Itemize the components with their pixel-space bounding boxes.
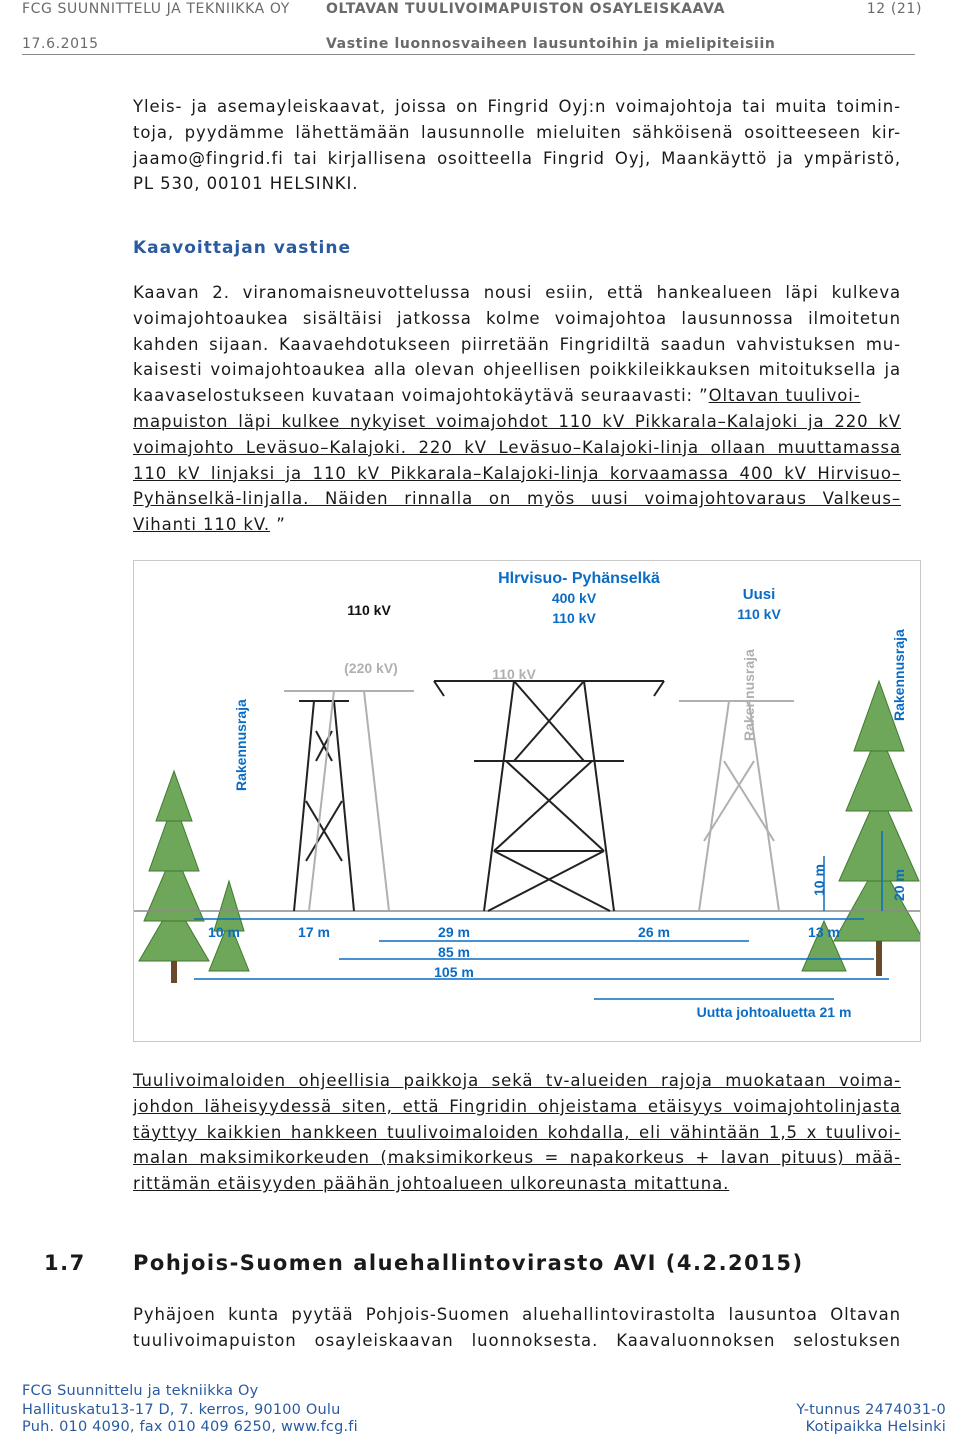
figure-d26: 26 m: [638, 924, 670, 940]
vastine-paragraph: [133, 280, 901, 538]
pyhajoki-line: tuulivoimapuiston osayleiskaavan luonnoksesta. Kaavaluonnoksen selostuksen: [133, 1330, 901, 1350]
section-title: Pohjois-Suomen aluehallintovirasto AVI (4.2.2015): [133, 1251, 804, 1275]
intro-paragraph: [133, 94, 901, 197]
figure-d13: 13 m: [808, 924, 840, 940]
footer-org: FCG Suunnittelu ja tekniikka Oy: [22, 1383, 259, 1399]
figure-rak-mid: Rakennusraja: [741, 649, 757, 741]
vastine-quote-line: 110 kV linjaksi ja 110 kV Pikkarala–Kalajoki-linja korvaamassa 400 kV Hirvisuo–: [133, 463, 901, 483]
header-subtitle: Vastine luonnosvaiheen lausuntoihin ja mielipiteisiin: [326, 36, 776, 52]
tuuli-line: johdon läheisyydessä siten, että Fingridin ohjeistama etäisyys voimajohtolinjasta: [133, 1096, 901, 1116]
figure-left-kv: 110 kV: [347, 602, 391, 618]
pyhajoki-paragraph: [133, 1302, 901, 1354]
vastine-line: kahden sijaan. Kaavaehdotukseen piirretään Fingridiltä saadun vahvistuksen mu-: [133, 334, 901, 354]
intro-line: toja, pyydämme lähettämään lausunnolle mieluiten sähköisenä osoitteeseen kir-: [133, 122, 901, 142]
figure-h10: 10 m: [811, 864, 827, 896]
intro-line: jaamo@fingrid.fi tai kirjallisena osoitteella Fingrid Oyj, Maankäyttö ja ympäristö,: [133, 148, 901, 168]
figure-title: Hlrvisuo- Pyhänselkä: [498, 570, 660, 587]
figure-center-kv2: 110 kV: [552, 610, 596, 626]
figure-d105: 105 m: [434, 964, 474, 980]
section-number: 1.7: [44, 1251, 86, 1275]
kaavoittaja-heading: Kaavoittajan vastine: [133, 238, 352, 258]
header-date: 17.6.2015: [22, 36, 99, 52]
vastine-quote: Vihanti 110 kV.: [133, 515, 271, 535]
footer-address: Hallituskatu13-17 D, 7. kerros, 90100 Oulu: [22, 1402, 341, 1418]
tree-left: [139, 771, 249, 983]
vastine-text: ”: [276, 515, 286, 535]
vastine-quote-line: Pyhänselkä-linjalla. Näiden rinnalla on myös uusi voimajohtovaraus Valkeus–: [133, 489, 901, 509]
figure-right-kv: 110 kV: [737, 606, 781, 622]
vastine-line: [133, 383, 901, 409]
figure-right-title: Uusi: [742, 586, 776, 603]
left-tower: [294, 701, 354, 911]
footer-phone: Puh. 010 4090, fax 010 409 6250, www.fcg.fi: [22, 1419, 358, 1435]
figure-h20: 20 m: [891, 869, 907, 901]
figure-rak-right: Rakennusraja: [891, 629, 907, 721]
vastine-quote-line: mapuiston läpi kulkee nykyiset voimajohdot 110 kV Pikkarala–Kalajoki ja 220 kV: [133, 411, 901, 431]
figure-d10: 10 m: [208, 924, 240, 940]
header-org: FCG SUUNNITTELU JA TEKNIIKKA OY: [22, 1, 290, 17]
figure-uutta: Uutta johtoaluetta 21 m: [696, 1004, 852, 1020]
figure-d17: 17 m: [298, 924, 330, 940]
vastine-line: voimajohtoaukea sisältäisi jatkossa kolme voimajohtoa lausunnossa ilmoitetun: [133, 308, 901, 328]
figure-rak-left: Rakennusraja: [233, 699, 249, 791]
intro-line: PL 530, 00101 HELSINKI.: [133, 174, 359, 194]
tuuli-line: Tuulivoimaloiden ohjeellisia paikkoja sekä tv-alueiden rajoja muokataan voima-: [133, 1071, 901, 1090]
intro-line: Yleis- ja asemayleiskaavat, joissa on Fingrid Oyj:n voimajohtoja tai muita toimin-: [133, 97, 901, 116]
vastine-line: kaisesti voimajohtoaukea alla olevan ohjeellisen poikkileikkauksen mitoituksella ja: [133, 360, 901, 380]
header-divider: [22, 54, 915, 55]
tuuli-line: rittämän etäisyyden päähän johtoalueen ulkoreunasta mitattuna.: [133, 1174, 730, 1194]
vastine-line: Kaavan 2. viranomaisneuvottelussa nousi esiin, että hankealueen läpi kulkeva: [133, 283, 901, 302]
tuuli-line: täyttyy kaikkien hankkeen tuulivoimaloiden kohdalla, eli vähintään 1,5 x tuulivoi-: [133, 1122, 901, 1142]
footer-ytunnus: Y-tunnus 2474031-0: [796, 1402, 946, 1418]
vastine-text: kaavaselostukseen kuvataan voimajohtokäytävä seuraavasti: ”: [133, 386, 709, 406]
header-title: OLTAVAN TUULIVOIMAPUISTON OSAYLEISKAAVA: [326, 1, 726, 17]
right-tower: [679, 701, 794, 911]
figure-left-old-kv: (220 kV): [344, 660, 398, 676]
section-heading: [44, 1251, 804, 1275]
vastine-line: [133, 512, 901, 538]
vastine-quote-line: voimajohto Leväsuo–Kalajoki. 220 kV Leväsuo–Kalajoki-linja ollaan muuttamassa: [133, 437, 901, 457]
figure-center-kv1: 400 kV: [551, 590, 597, 606]
powerline-cross-section-figure: [133, 560, 921, 1042]
figure-center-old-kv: 110 kV: [492, 666, 536, 682]
figure-d85: 85 m: [438, 944, 470, 960]
vastine-quote: Oltavan tuulivoi-: [708, 386, 861, 406]
tuuli-line: malan maksimikorkeuden (maksimikorkeus = napakorkeus + lavan pituus) mää-: [133, 1148, 901, 1168]
tuuli-paragraph: [133, 1068, 901, 1197]
header-page-number: 12 (21): [866, 1, 922, 17]
footer-kotipaikka: Kotipaikka Helsinki: [805, 1419, 946, 1435]
center-tower: [434, 681, 664, 911]
figure-d29: 29 m: [438, 924, 470, 940]
pyhajoki-line: Pyhäjoen kunta pyytää Pohjois-Suomen aluehallintovirastolta lausuntoa Oltavan: [133, 1305, 901, 1324]
